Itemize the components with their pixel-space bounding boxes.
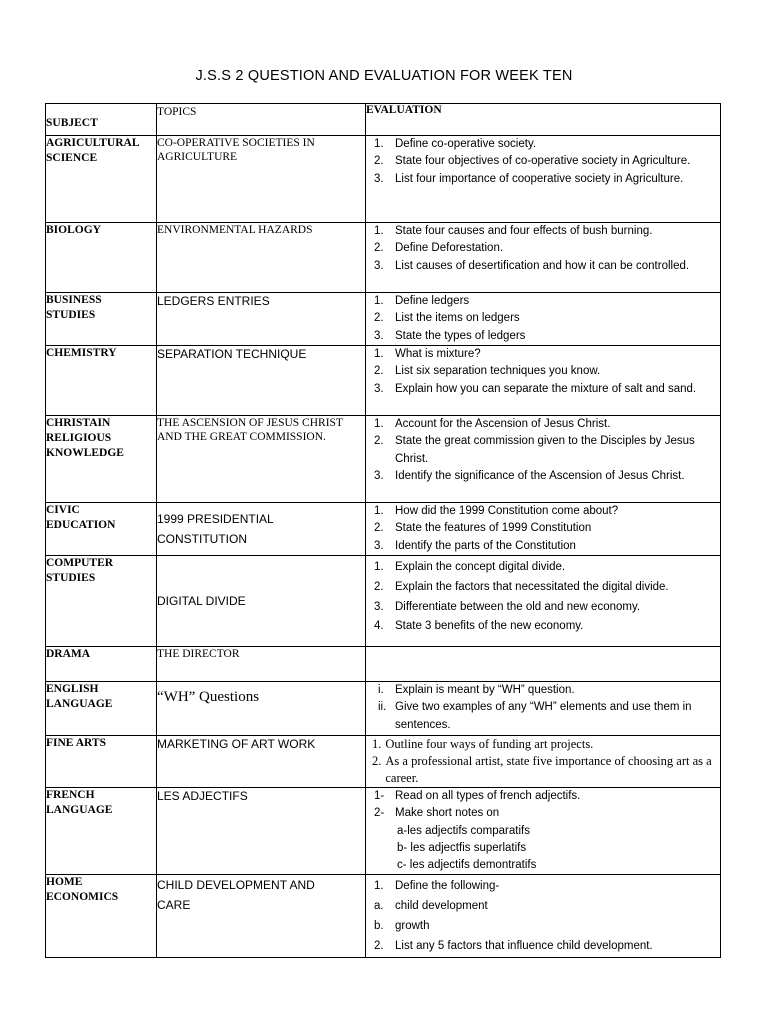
topic-cell: LES ADJECTIFS [157, 788, 366, 875]
list-item: 1. How did the 1999 Constitution come about? [374, 505, 619, 517]
list-item: 3. Differentiate between the old and new economy. [374, 600, 641, 613]
list-item: 3. Explain how you can separate the mixture of salt and sand. [374, 382, 697, 395]
evaluation-cell [366, 682, 721, 736]
note-line: b- les adjectfis superlatifs [397, 841, 527, 854]
list-item: 1. Outline four ways of funding art projects. [372, 737, 594, 751]
list-item: 3. List causes of desertification and how it can be controlled. [374, 259, 690, 272]
topic-cell: MARKETING OF ART WORK [157, 736, 366, 788]
note-line: a-les adjectifs comparatifs [397, 824, 530, 837]
list-item: 1. Explain the concept digital divide. [374, 561, 566, 573]
table-row [46, 503, 721, 556]
list-item: 1. Account for the Ascension of Jesus Christ. [374, 418, 611, 430]
list-item: a. child development [374, 900, 488, 913]
subject-cell: CHEMISTRY [46, 346, 157, 416]
topic-cell: CO-OPERATIVE SOCIETIES IN AGRICULTURE [157, 136, 366, 223]
table-row [46, 223, 721, 293]
evaluation-table [45, 103, 721, 958]
evaluation-cell [366, 736, 721, 788]
table-row [46, 136, 721, 223]
list-item: 2. List any 5 factors that influence child development. [374, 939, 653, 952]
list-item: 3. Identify the significance of the Ascension of Jesus Christ. [374, 469, 685, 482]
list-item: 3. Identify the parts of the Constitution [374, 539, 576, 552]
table-row [46, 875, 721, 957]
subject-cell: BIOLOGY [46, 223, 157, 293]
subject-cell: COMPUTER STUDIES [46, 556, 157, 647]
evaluation-cell [366, 788, 721, 875]
list-item: 2. List the items on ledgers [374, 312, 520, 325]
header-subject: SUBJECT [46, 104, 157, 136]
topic-cell: THE ASCENSION OF JESUS CHRIST AND THE GREAT COMMISSION. [157, 416, 366, 503]
topic-cell: THE DIRECTOR [157, 647, 366, 682]
subject-cell: DRAMA [46, 647, 157, 682]
evaluation-cell [366, 293, 721, 346]
topic-cell: “WH” Questions [157, 682, 366, 736]
list-item: 2. List six separation techniques you know. [374, 365, 601, 378]
list-item: 1. Define the following- [374, 880, 500, 893]
table-row [46, 293, 721, 346]
evaluation-cell [366, 346, 721, 416]
subject-cell: HOME ECONOMICS [46, 875, 157, 957]
header-evaluation: EVALUATION [366, 104, 721, 136]
table-row [46, 416, 721, 503]
table-header-row [46, 104, 721, 136]
list-item: 2. State the features of 1999 Constitution [374, 522, 592, 535]
evaluation-cell [366, 647, 721, 682]
table-row [46, 556, 721, 647]
list-item: 1. State four causes and four effects of bush burning. [374, 225, 653, 237]
evaluation-cell [366, 223, 721, 293]
topic-cell: ENVIRONMENTAL HAZARDS [157, 223, 366, 293]
list-item: 2. State four objectives of co-operative society in Agriculture. [374, 155, 691, 168]
list-item: b. growth [374, 920, 430, 933]
table-row [46, 647, 721, 682]
list-item: 1. Define ledgers [374, 295, 470, 307]
evaluation-cell [366, 875, 721, 957]
list-item: 1. Define co-operative society. [374, 138, 537, 150]
subject-cell: CIVIC EDUCATION [46, 503, 157, 556]
note-line: c- les adjectifs demontratifs [397, 859, 537, 872]
list-item: 1. What is mixture? [374, 348, 481, 360]
topic-cell: SEPARATION TECHNIQUE [157, 346, 366, 416]
page-title: J.S.S 2 QUESTION AND EVALUATION FOR WEEK TEN [195, 68, 573, 84]
topic-cell: CHILD DEVELOPMENT AND CARE [157, 875, 366, 957]
list-item: 2- Make short notes on [374, 807, 500, 820]
evaluation-cell [366, 503, 721, 556]
table-row [46, 736, 721, 788]
list-item: 3. List four importance of cooperative society in Agriculture. [374, 172, 684, 185]
header-topics: TOPICS [157, 104, 366, 136]
table-row [46, 682, 721, 736]
evaluation-cell [366, 416, 721, 503]
subject-cell: BUSINESS STUDIES [46, 293, 157, 346]
subject-cell: FRENCH LANGUAGE [46, 788, 157, 875]
list-item: i. Explain is meant by “WH” question. [378, 684, 575, 696]
subject-cell: FINE ARTS [46, 736, 157, 788]
subject-cell: CHRISTAIN RELIGIOUS KNOWLEDGE [46, 416, 157, 503]
subject-cell: ENGLISH LANGUAGE [46, 682, 157, 736]
list-item: ii. Give two examples of any “WH” elements and use them in sentences. [378, 701, 692, 731]
table-row [46, 346, 721, 416]
list-item: 3. State the types of ledgers [374, 329, 526, 342]
subject-cell: AGRICULTURAL SCIENCE [46, 136, 157, 223]
evaluation-cell [366, 136, 721, 223]
topic-cell: DIGITAL DIVIDE [157, 556, 366, 647]
list-item: 2. Define Deforestation. [374, 242, 504, 255]
evaluation-cell [366, 556, 721, 647]
topic-cell: LEDGERS ENTRIES [157, 293, 366, 346]
list-item: 1- Read on all types of french adjectifs. [374, 790, 581, 802]
list-item: 2. State the great commission given to the Disciples by Jesus Christ. [374, 435, 695, 465]
list-item: 2. Explain the factors that necessitated the digital divide. [374, 580, 669, 593]
list-item: 2. As a professional artist, state five importance of choosing art as a career. [372, 754, 712, 785]
topic-cell: 1999 PRESIDENTIAL CONSTITUTION [157, 503, 366, 556]
table-row [46, 788, 721, 875]
list-item: 4. State 3 benefits of the new economy. [374, 620, 584, 633]
